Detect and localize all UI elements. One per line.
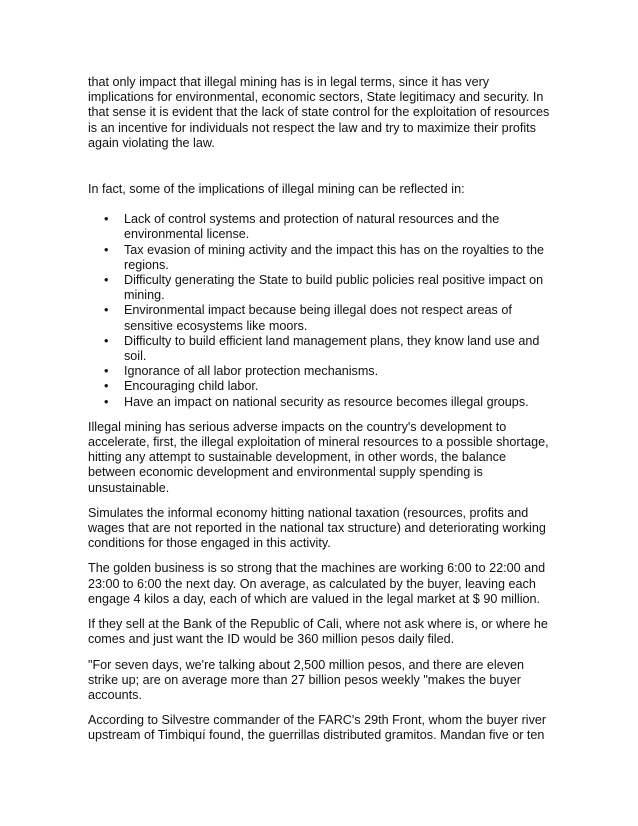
list-item (88, 334, 556, 364)
paragraph-adverse-impacts: Illegal mining has serious adverse impacts on the country's development to accelerate, first, the illegal exploitation of mineral resources to a possible shortage, hitting any attempt to sustainable development, in other words, the balance between economic development and environmental supply spending is unsustainable. (88, 419, 549, 495)
paragraph-implications-intro: In fact, some of the implications of illegal mining can be reflected in: (88, 182, 465, 197)
bullet-icon: • (104, 212, 109, 227)
implications-list (88, 212, 556, 410)
list-item-text: Ignorance of all labor protection mechanisms. (124, 364, 379, 379)
list-item-text: Difficulty generating the State to build public policies real positive impact on mining. (124, 273, 544, 303)
list-item-text: Environmental impact because being illegal does not respect areas of sensitive ecosystems like moors. (124, 303, 512, 333)
paragraph-informal-economy: Simulates the informal economy hitting national taxation (resources, profits and wages that are not reported in the national tax structure) and deteriorating working conditions for those engaged in this activity. (88, 505, 546, 551)
document-body (88, 75, 556, 744)
bullet-icon: • (104, 394, 109, 409)
paragraph-quote-seven-days: "For seven days, we're talking about 2,500 million pesos, and there are eleven strike up; are on average more than 27 billion pesos weekly "makes the buyer accounts. (88, 657, 525, 702)
list-item-text: Difficulty to build efficient land management plans, they know land use and soil. (124, 333, 540, 364)
list-item-text: Tax evasion of mining activity and the impact this has on the royalties to the regions. (124, 242, 545, 272)
paragraph-bank-of-republic: If they sell at the Bank of the Republic of Cali, where not ask where is, or where he comes and just want the ID would be 360 million pesos daily filed. (88, 617, 548, 647)
bullet-icon: • (104, 379, 109, 394)
list-item (88, 395, 556, 410)
paragraph-silvestre-commander: According to Silvestre commander of the FARC's 29th Front, whom the buyer river upstream of Timbiquí found, the guerrillas distributed gramitos. Mandan five or ten (88, 713, 547, 743)
list-item (88, 379, 556, 394)
paragraph-golden-business: The golden business is so strong that the machines are working 6:00 to 22:00 and 23:00 to 6:00 the next day. On average, as calculated by the buyer, leaving each engage 4 kilos a day, each of which are valued in the legal market at $ 90 million. (88, 561, 546, 606)
list-item (88, 243, 556, 273)
paragraph-legal-impact: that only impact that illegal mining has is in legal terms, since it has very implications for environmental, economic sectors, State legitimacy and security. In that sense it is evident that the lack of state control for the exploitation of resources is an incentive for individuals not respect the law and try to maximize their profits again violating the law. (88, 75, 550, 150)
list-item (88, 303, 556, 333)
list-item (88, 364, 556, 379)
list-item-text: Encouraging child labor. (124, 379, 259, 394)
bullet-icon: • (104, 364, 109, 379)
bullet-icon: • (104, 303, 109, 318)
bullet-icon: • (104, 242, 109, 257)
list-item (88, 273, 556, 303)
list-item-text: Lack of control systems and protection of natural resources and the environmental license. (124, 212, 500, 242)
bullet-icon: • (104, 333, 109, 348)
bullet-icon: • (104, 273, 109, 288)
list-item-text: Have an impact on national security as resource becomes illegal groups. (124, 394, 529, 409)
list-item (88, 212, 556, 242)
